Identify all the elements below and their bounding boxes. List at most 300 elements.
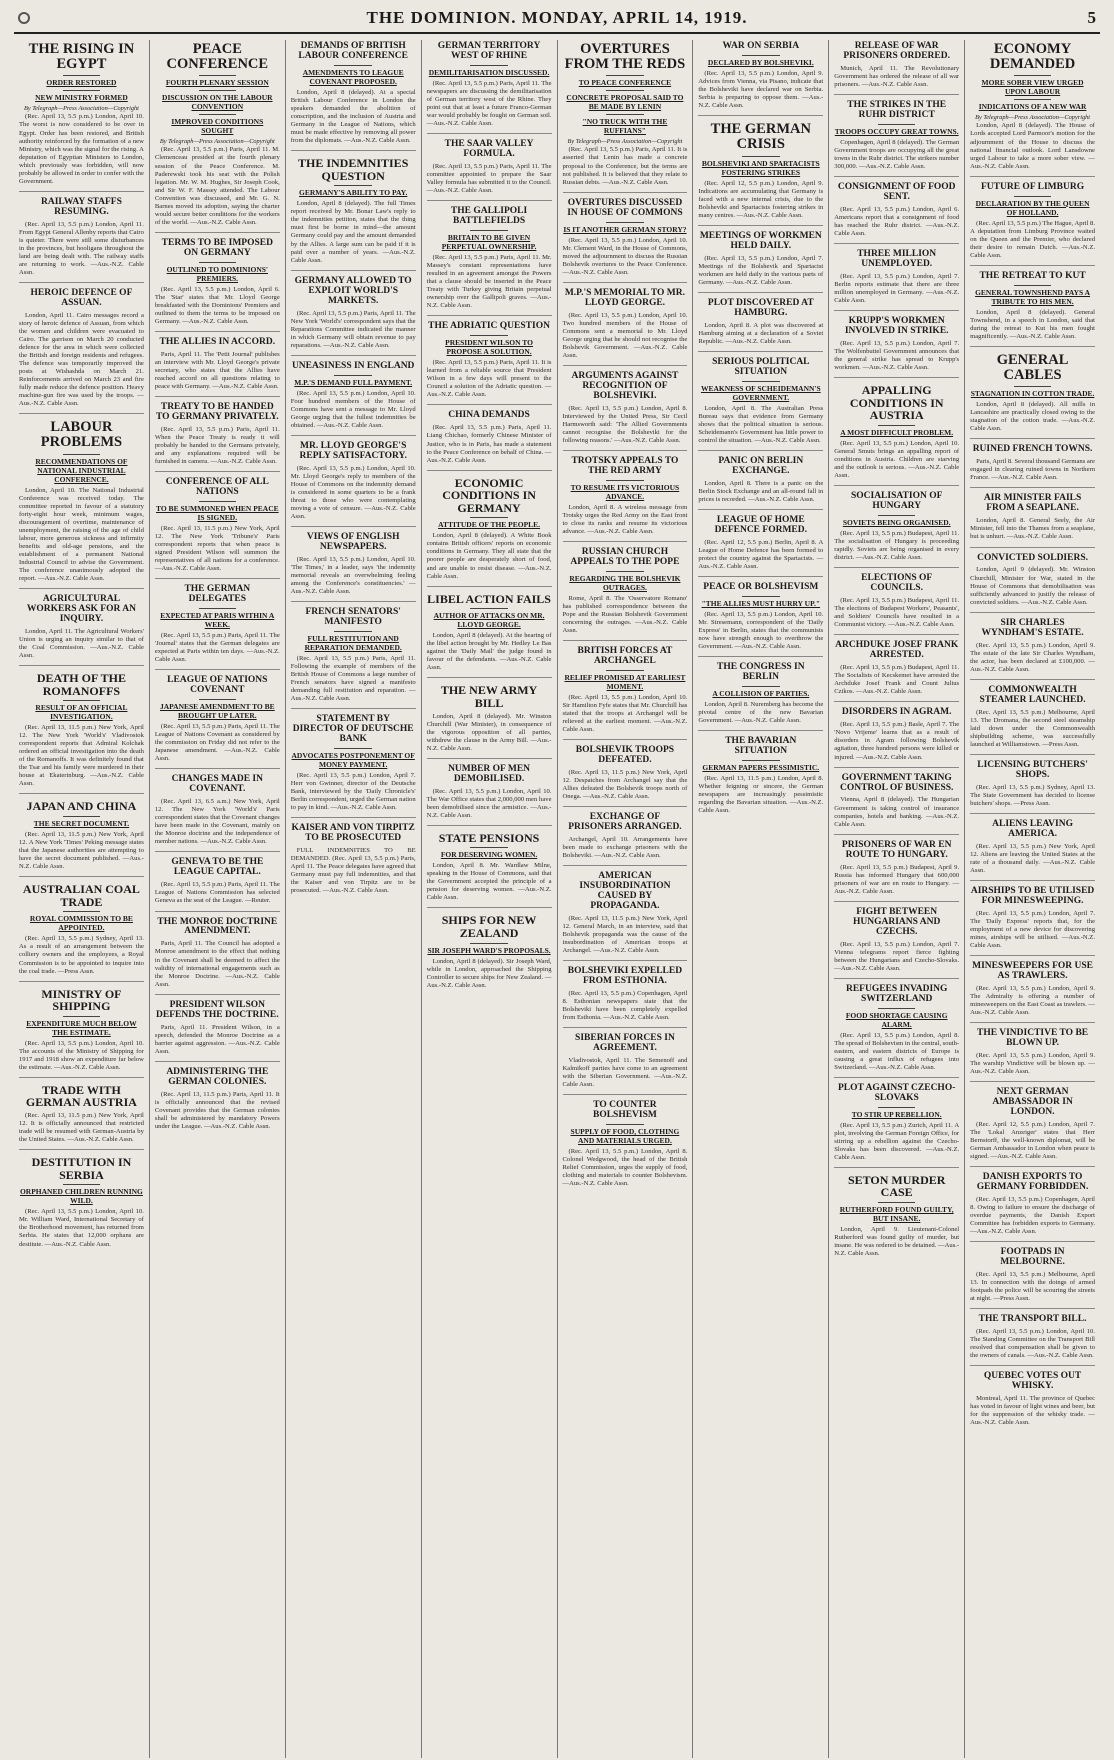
article-headline: AUSTRALIAN COAL TRADE <box>22 882 140 909</box>
news-article <box>970 346 1095 434</box>
article-deck: "NO TRUCK WITH THE RUFFIANS" <box>582 117 668 136</box>
news-article <box>970 547 1095 607</box>
news-article <box>563 960 688 1022</box>
article-deck: RECOMMENDATIONS OF NATIONAL INDUSTRIAL CONFERENCE. <box>35 456 128 484</box>
article-body: London, April 8. There is a panic on the Berlin Stock Exchange and an all-round fall in prices is recorded. —Aus.-N.Z. Cable Assn. <box>698 479 824 503</box>
article-deck: ADVOCATES POSTPONEMENT OF MONEY PAYMENT. <box>291 751 415 770</box>
news-article <box>834 901 959 973</box>
article-body: (Rec. April 13, 11.5 p.m.) Paris, April 11. It is officially announced that the revised Covenant provides that the German colonies shall be administered by mandatory Powers under the League. —Aus.-N.Z. Cable Assn. <box>154 1090 280 1130</box>
article-body: London, April 8. Nuremberg has become the pivotal centre of the new Bavarian Government. —Aus.-N.Z. Cable Assn. <box>698 701 824 725</box>
news-article <box>291 435 416 521</box>
article-headline: DISORDERS IN AGRAM. <box>841 707 952 718</box>
article-body: (Rec. April 13, 5.5 p.m.) London, April 7. Berlin reports estimate that there are three million unemployed in Germany. —Aus.-N.Z. Cable Assn. <box>834 273 960 305</box>
deck-rule <box>334 185 371 186</box>
deck-rule <box>742 760 779 761</box>
article-body: London, April 8 (delayed). All mills in Lancashire are practically closed owing to the stagnation of the cotton trade. —Aus.-N.Z. Cable Assn. <box>970 401 1095 433</box>
article-body: (Rec. April 13, 5.5 p.m.) Budapest, April 9. Russia has informed Hungary that 600,000 prisoners of war are en route to Hungary. —Aus.-N.Z. Cable Assn. <box>834 863 960 895</box>
article-body: (Rec. April 13, 5.5 p.m.) London, April 10. Two hundred members of the House of Commons sent a memorial to Mr. Lloyd George urging that he should not recognise the Bolshevik Government. —Aus.-N.Z. Cable Assn. <box>562 311 688 359</box>
article-body: Munich, April 11. The Revolutionary Government has ordered the release of all war prisoners. —Aus.-N.Z. Cable Assn. <box>834 64 960 88</box>
deck-rule <box>470 517 507 518</box>
article-deck: CONCRETE PROPOSAL SAID TO BE MADE BY LENIN <box>566 93 684 112</box>
masthead <box>14 6 1100 34</box>
masthead-title: THE DOMINION. MONDAY, APRIL 14, 1919. <box>366 8 748 27</box>
article-body: (Rec. April 13, 11.5 p.m.) London, April 8. Whether feigning or sincere, the German newspapers are increasingly pessimistic regarding the Bavarian situation. —Aus.-N.Z. Cable Assn. <box>698 775 824 815</box>
article-body: London, April 8. A wireless message from Trotsky urges the Red Army on the East front to close its ranks and resume its victorious advance. —Aus.-N.Z. Cable Assn. <box>562 503 688 535</box>
news-article <box>970 1308 1095 1360</box>
article-body: (Rec. April 13, 5.5 p.m.) Melbourne, April 13. In connection with the doings of armed footpads the police will be scouring the streets at night. —Press Assn. <box>970 1271 1095 1303</box>
deck-rule <box>63 1184 100 1185</box>
article-deck: RELIEF PROMISED AT EARLIEST MOMENT. <box>564 672 686 691</box>
article-headline: CONFERENCE OF ALL NATIONS <box>165 477 269 498</box>
article-body: (Rec. April 13, 5.5 p.m.) London, April 8. Colonel Wedgwood, the head of the British Relief Commission, urges the supply of food, clothing and materials to counter Bolshevism. —Aus.-N.Z. Cable Assn. <box>562 1148 688 1188</box>
article-body: (Rec. April 13, 5.5 p.m.) Paris, April 11. The League of Nations Commission has selected Geneva as the seat of the League. —Reuter. <box>154 881 280 905</box>
article-body: (Rec. April 13, 5.5 p.m.) Sydney, April 13. The State Government has decided to license butchers' shops. —Press Assn. <box>970 783 1095 807</box>
article-body: (Rec. April 13, 5.5 p.m.) Paris, April 11. Mr. Massey's constant representations have resulted in an agreement amongst the Powers that a clause should be inserted in the Peace Treaty with Turkey giving Britain perpetual ownership over the Gallipoli graves. —Aus.-N.Z. Cable Assn. <box>426 254 552 310</box>
article-headline: ECONOMY DEMANDED <box>989 41 1076 73</box>
article-deck: FOR DESERVING WOMEN. <box>440 850 538 860</box>
article-headline: KAISER AND VON TIRPITZ TO BE PROSECUTED <box>291 823 415 844</box>
article-body: (Rec. April 13, 5.5 p.m.) Sydney, April 13. As a result of an arrangement between the colliery owners and the employees, a Royal Commission is to be appointed to inquire into the coal trade. —Press Assn. <box>19 935 144 975</box>
deck-rule <box>878 515 915 516</box>
article-body: London, April 11. Cairo messages record a story of heroic defence of Assuan, from which the women and children were evacuated to Cairo. The garrison on March 20 conducted defence for the area in which were collected the British and foreign residents and refugees. The defence was temporarily improved the posts at Wishashda on March 21. Reinforcements arrived on March 23 and fire fully made reduce the defence position. Heavy machine-gun fire was used by the troops. —Aus.-N.Z. Cable Assn. <box>19 311 144 408</box>
article-body: (Rec. April 13, 5.5 p.m.) Budapest, April 11. The socialisation of Hungary is proceeding rapidly. Soviets are being organised in every district. —Aus.-N.Z. Cable Assn. <box>834 530 960 562</box>
news-article <box>698 509 823 571</box>
article-headline: GERMANY ALLOWED TO EXPLOIT WORLD'S MARKETS. <box>294 275 412 306</box>
deck-rule <box>334 375 371 376</box>
article-deck: SOVIETS BEING ORGANISED. <box>842 518 951 528</box>
news-article <box>970 487 1095 541</box>
article-body: Paris, April 8. Several thousand Germans are engaged in clearing ruined towns in Northern France. —Aus.-N.Z. Cable Assn. <box>970 458 1095 482</box>
news-column <box>422 40 558 1758</box>
article-deck: "THE ALLIES MUST HURRY UP." <box>701 598 821 608</box>
article-body: (Rec. April 13, 5.5 p.m.) Basle, April 7. The 'Novo Vrijeme' learns that as a result of disorders in Agram following Bolshevik agitation, three hundred persons were killed or injured. —Aus.-N.Z. Cable Assn. <box>834 721 960 761</box>
news-article <box>834 767 959 829</box>
article-headline: OVERTURES DISCUSSED IN HOUSE OF COMMONS <box>567 197 683 218</box>
news-article <box>427 200 552 310</box>
article-headline: BOLSHEVIK TROOPS DEFEATED. <box>575 745 675 766</box>
news-article <box>970 612 1095 674</box>
article-body: Montreal, April 11. The province of Quebec has voted in favour of light wines and beer, but for the suppression of the whisky trade. —Aus.-N.Z. Cable Assn. <box>970 1395 1095 1427</box>
article-deck: STAGNATION IN COTTON TRADE. <box>970 389 1095 399</box>
news-article <box>698 576 823 651</box>
news-article <box>19 876 144 975</box>
article-body: (Rec. April 13, 11.5 p.m.) New York, April 12. General March, in an interview, said that Bolshevik propaganda was the cause of the insubordination of American troops at Archangel. —Aus.-N.Z. Cable Assn. <box>562 915 688 955</box>
news-article <box>291 708 416 812</box>
article-deck: REGARDING THE BOLSHEVIK OUTRAGES. <box>569 573 681 592</box>
deck-rule <box>606 1124 643 1125</box>
article-deck: GENERAL TOWNSHEND PAYS A TRIBUTE TO HIS MEN. <box>975 287 1091 306</box>
deck-rule <box>63 454 100 455</box>
article-headline: NUMBER OF MEN DEMOBILISED. <box>448 763 531 784</box>
news-article <box>19 282 144 408</box>
article-deck: BRITAIN TO BE GIVEN PERPETUAL OWNERSHIP. <box>441 233 537 252</box>
news-article <box>427 133 552 195</box>
article-headline: THE ADRIATIC QUESTION <box>428 321 550 332</box>
article-body: (Rec. April 13, 5.5 p.m.) London, April 7. Herr von Gwinner, director of the Deutsche Bank, interviewed by the 'Daily Chronicle's' Berlin correspondent, urged the German nation to pay in kind. —Aus.-N.Z. Cable Assn. <box>290 772 416 812</box>
news-article <box>291 270 416 350</box>
news-article <box>19 981 144 1072</box>
news-article <box>563 640 688 734</box>
article-deck: THE SECRET DOCUMENT. <box>33 819 130 829</box>
article-deck: INDICATIONS OF A NEW WAR <box>978 102 1087 112</box>
article-headline: NEXT GERMAN AMBASSADOR IN LONDON. <box>992 1087 1073 1117</box>
news-article <box>970 42 1095 171</box>
deck-rule <box>63 816 100 817</box>
article-body: London, April 8 (delayed). General Townshend, in a speech in London, said that during the retreat to Kut his men fought magnificently. —Aus.-N.Z. Cable Assn. <box>970 308 1095 340</box>
news-article <box>970 1365 1095 1427</box>
article-headline: THE GERMAN CRISIS <box>710 121 811 153</box>
news-article <box>19 793 144 871</box>
article-headline: THREE MILLION UNEMPLOYED. <box>857 249 937 270</box>
article-headline: APPALLING CONDITIONS IN AUSTRIA <box>849 383 944 423</box>
news-article <box>427 825 552 903</box>
article-body: (Rec. April 13, 5.5 p.m.) London, April 10. Mr. William Ward, International Secretary of the Brotherhood movement, has returned from Serbia. He states that 12,000 orphans are destitute. —Aus.-N.Z. Cable Assn. <box>19 1208 144 1248</box>
article-deck: DECLARED BY BOLSHEVIKI. <box>707 57 814 67</box>
news-article <box>427 677 552 752</box>
article-body: (Rec. April 13, 11.5 p.m.) New York, April 12. It is officially announced that restricted trade will be resumed with German-Austria by the United States. —Aus.-N.Z. Cable Assn. <box>19 1112 144 1144</box>
news-article <box>970 754 1095 808</box>
column-grid <box>14 40 1100 1758</box>
article-headline: OVERTURES FROM THE REDS <box>564 41 686 73</box>
article-headline: PEACE OR BOLSHEVISM <box>703 582 819 592</box>
article-deck: DECLARATION BY THE QUEEN OF HOLLAND. <box>975 198 1090 217</box>
news-article <box>698 42 823 110</box>
news-article <box>834 485 959 562</box>
article-body: (Rec. April 13, 5.5 p.m.) London, April 9. The estate of the late Sir Charles Wyndham, the actor, has been declared at £100,000. —Aus.-N.Z. Cable Assn. <box>970 641 1095 673</box>
article-headline: THE RISING IN EGYPT <box>28 41 135 73</box>
deck-rule <box>878 1008 915 1009</box>
news-article <box>970 1166 1095 1236</box>
news-article <box>563 541 688 635</box>
news-article <box>970 1022 1095 1076</box>
article-body: (Rec. April 13, 5.5 p.m.) London, April 10. Mr. Lloyd George's reply to members of the House of Commons on the indemnity demand is considered in some quarters to be a frank threat to those who were contemplating moving a vote of censure. —Aus.-N.Z. Cable Assn. <box>290 464 416 520</box>
article-headline: ELECTIONS OF COUNCILS. <box>861 573 933 594</box>
deck-rule <box>199 114 236 115</box>
article-body: (Rec. April 13, 5.5 p.m.) London, April 10. Mr. Clement Ward, in the House of Commons, moved the adjournment to discuss the Russian Bolshevik overtures to the Peace Conference. —Aus.-N.Z. Cable Assn. <box>562 236 688 276</box>
news-article <box>427 42 552 128</box>
article-deck: ATTITUDE OF THE PEOPLE. <box>438 520 541 530</box>
article-body: London, April 8. A plot was discovered at Hamburg aiming at a declaration of a Soviet Republic. —Aus.-N.Z. Cable Assn. <box>698 321 824 345</box>
article-deck: EXPENDITURE MUCH BELOW THE ESTIMATE. <box>26 1018 137 1037</box>
article-headline: THE GERMAN DELEGATES <box>184 584 251 605</box>
news-article <box>155 578 280 664</box>
deck-rule <box>1014 386 1051 387</box>
article-body: London, April 8. General Seely, the Air Minister, fell into the Thames from a seaplane, but is unhurt. —Aus.-N.Z. Cable Assn. <box>970 517 1095 541</box>
article-headline: TO COUNTER BOLSHEVISM <box>592 1100 657 1121</box>
article-body: London, April 8 (delayed). At the hearing of the libel action brought by Mr. Hedley Le Bas against the 'Daily Mail' the judge found in favour of the defendants. —Aus.-N.Z. Cable Assn. <box>426 632 552 672</box>
article-deck: IS IT ANOTHER GERMAN STORY? <box>563 224 687 234</box>
news-article <box>427 404 552 464</box>
article-headline: CHANGES MADE IN COVENANT. <box>171 774 263 795</box>
news-article <box>563 739 688 801</box>
news-article <box>291 42 416 145</box>
article-headline: THE MONROE DOCTRINE AMENDMENT. <box>157 916 278 937</box>
news-article <box>427 315 552 399</box>
news-article <box>698 225 823 287</box>
article-body: (Rec. April 13, 5.5 p.m.) London, April 10. Four hundred members of the House of Commons have sent a message to Mr. Lloyd George urging that the fullest indemnities be obtained. —Aus.-N.Z. Cable Assn. <box>290 389 416 429</box>
deck-rule <box>470 65 507 66</box>
news-column <box>965 40 1100 1758</box>
article-headline: THE GALLIPOLI BATTLEFIELDS <box>450 206 528 227</box>
article-body: (Rec. April 13, 5.5 p.m.) London, April 11. From Egypt General Allenby reports that Cairo is quieter. There were still some disturbances in the provinces, but hooligans throughout the land are being dealt with. The railway staffs are returning to work. —Aus.-N.Z. Cable Assn. <box>19 220 144 276</box>
article-body: (Rec. April 13, 5.5 p.m.) Paris, April 11. When the Peace Treaty is ready it will probably be handed to the Germans privately, and any explanations required will be furnished in camera. —Aus.-N.Z. Cable Assn. <box>154 425 280 466</box>
news-article <box>155 911 280 989</box>
article-deck: M.P.'S DEMAND FULL PAYMENT. <box>294 377 413 387</box>
article-body: (Rec. April 13, 11.5 p.m.) New York, April 12. A New York 'Times' Peking message states that the Japanese authorities are attempting to have the secret document published. —Aus.-N.Z. Cable Assn. <box>19 831 144 871</box>
news-article <box>155 471 280 573</box>
article-headline: GENERAL CABLES <box>996 351 1069 384</box>
article-body: Paris, April 11. The Council has adopted a Monroe amendment to the effect that nothing in the Covenant shall be deemed to affect the validity of international engagements such as the Monroe Doctrine. —Aus.-N.Z. Cable Assn. <box>154 940 280 988</box>
news-article <box>155 768 280 846</box>
article-body: (Rec. April 13, 5.5 p.m.) London, April 7. Vienna telegrams report fierce fighting between the Hungarians and Czecho-Slovaks. —Aus.-N.Z. Cable Assn. <box>834 940 960 972</box>
article-body: (Rec. April 13, 5.5 p.m.) Paris, April 11. The newspapers are discussing the demilitarisation of German territory west of the Rhine. They point out that at least a future Franco-German war would probably be fought on German soil. —Aus.-N.Z. Cable Assn. <box>426 79 552 128</box>
article-headline: PEACE CONFERENCE <box>166 41 269 73</box>
news-article <box>155 396 280 466</box>
article-body: (Rec. April 12, 5.5 p.m.) Berlin, April 8. A League of Home Defence has been formed to protect the country against the Spartacists. —Aus.-N.Z. Cable Assn. <box>698 538 824 570</box>
article-headline: DESTITUTION IN SERBIA <box>31 1155 132 1182</box>
article-headline: LICENSING BUTCHERS' SHOPS. <box>977 759 1088 780</box>
article-headline: TRADE WITH GERMAN AUSTRIA <box>25 1082 137 1110</box>
deck-rule <box>63 911 100 912</box>
deck-rule <box>606 670 643 671</box>
deck-rule <box>742 55 779 56</box>
article-body: (Rec. April 13, 5.5 p.m.) Budapest, April 11. The Socialists of Kecskemet have arrested the Archduke Josef Frank and Count Julius Czikos. —Aus.-N.Z. Cable Assn. <box>834 664 960 696</box>
article-headline: THE NEW ARMY BILL <box>440 683 538 710</box>
news-article <box>291 601 416 703</box>
news-column <box>286 40 422 1758</box>
deck-rule <box>63 75 100 76</box>
article-headline: THE TRANSPORT BILL. <box>978 1314 1087 1325</box>
article-body: (Rec. April 13, 5.5 p.m.) London, April 10. The accounts of the Ministry of Shipping for 1917 and 1918 show an expenditure far below the estimate. —Aus.-N.Z. Cable Assn. <box>19 1039 144 1071</box>
article-headline: PRESIDENT WILSON DEFENDS THE DOCTRINE. <box>156 999 279 1020</box>
news-article <box>698 450 823 504</box>
news-article <box>834 94 959 171</box>
news-article <box>19 413 144 583</box>
news-article <box>563 42 688 187</box>
deck-rule <box>878 425 915 426</box>
deck-rule <box>878 1202 915 1203</box>
article-body: London, April 8 (delayed). At a special British Labour Conference in London the speakers demanded the abolition of conscription, and the inclusion of Austria and Germany in the League of Nations, which must be made effective by removing all power from the diplomats. —Aus.-N.Z. Cable Assn. <box>290 88 416 145</box>
article-deck: NEW MINISTRY FORMED <box>35 93 128 103</box>
article-body: (Rec. April 13, 5.5 p.m.) London, April 7. The 'Daily Express' reports that, for the employment of a new device for discovering mines, airships will be utilised. —Aus.-N.Z. Cable Assn. <box>970 909 1095 949</box>
news-article <box>970 813 1095 875</box>
deck-rule <box>1014 75 1051 76</box>
article-dateline: By Telegraph—Press Association—Copyright <box>159 138 275 146</box>
article-body: (Rec. April 13, 6.5 a.m.) New York, April 12. The New York 'World's' Paris correspondent states that the Covenant changes have been made in the Covenant, mainly on the Monroe doctrine and the independence of member nations. —Aus.-N.Z. Cable Assn. <box>154 798 280 846</box>
news-article <box>563 282 688 360</box>
article-body: Vladivostok, April 11. The Semenoff and Kalmikoff parties have come to an agreement with the Siberian Government. —Aus.-N.Z. Cable Assn. <box>562 1057 688 1089</box>
article-body: (Rec. April 13, 5.5 p.m.) Melbourne, April 13. The Dromana, the second steel steamship laid down under the Commonwealth shipbuilding scheme, was successfully launched at Williamstown. —Press Assn. <box>970 708 1095 748</box>
article-headline: VIEWS OF ENGLISH NEWSPAPERS. <box>306 531 400 552</box>
article-body: (Rec. April 13, 5.5 p.m.) London, April 10. The worst is now considered to be over in Egypt. Order has been restored, and British authority reinforced by the formation of a new Ministry, which was the signal for the rising. A deputation of Egyptian Ministers to London, which previously was forbidden, will now probably be allowed in order to confer with the Government. <box>19 113 144 185</box>
article-body: (Rec. April 13, 5.5 p.m.) London, April 7. The Wolfenbuttel Government announces that the general strike has spread to Krupp's workmen. —Aus.-N.Z. Cable Assn. <box>834 340 960 372</box>
news-article <box>834 634 959 696</box>
article-deck: FOURTH PLENARY SESSION <box>165 78 269 88</box>
article-body: FULL INDEMNITIES TO BE DEMANDED. (Rec. April 13, 5.5 p.m.) Paris, April 11. The Peace delegates have agreed that Germany must pay full indemnities, and that the Kaiser and von Tirpitz are to be prosecuted. —Aus.-N.Z. Cable Assn. <box>290 847 416 895</box>
article-headline: TROTSKY APPEALS TO THE RED ARMY <box>571 455 679 476</box>
article-headline: AIR MINISTER FAILS FROM A SEAPLANE. <box>983 493 1082 514</box>
news-article <box>155 1061 280 1131</box>
article-headline: DANISH EXPORTS TO GERMANY FORBIDDEN. <box>976 1172 1089 1193</box>
article-deck: SUPPLY OF FOOD, CLOTHING AND MATERIALS URGED. <box>570 1127 680 1146</box>
article-headline: EXCHANGE OF PRISONERS ARRANGED. <box>568 812 682 833</box>
article-body: (Rec. April 13, 5.5 p.m.) London, April 6. Americans report that a consignment of food has reached the Ruhr district. —Aus.-N.Z. Cable Assn. <box>834 206 960 238</box>
article-headline: SETON MURDER CASE <box>847 1172 946 1200</box>
article-body: (Rec. April 13, 5.5 p.m.) London, April 10. Sir Hamilton Fyfe states that Mr. Churchill has stated that the troops at Archangel will be relieved at the earliest moment. —Aus.-N.Z. Cable Assn. <box>562 693 688 734</box>
article-headline: HEROIC DEFENCE OF ASSUAN. <box>30 287 133 308</box>
news-article <box>834 243 959 305</box>
article-deck: MORE SOBER VIEW URGED UPON LABOUR <box>981 78 1084 97</box>
deck-rule <box>470 608 507 609</box>
article-body: Copenhagen, April 8 (delayed). The German Government troops are occupying all the great towns in the Ruhr district. The strikers number 300,000. —Aus.-N.Z. Cable Assn. <box>834 138 960 171</box>
article-deck: TO PEACE CONFERENCE <box>578 78 672 88</box>
article-headline: FOOTPADS IN MELBOURNE. <box>1000 1247 1065 1268</box>
article-body: (Rec. April 13, 5.5 p.m.) Copenhagen, April 8. Esthonian newspapers state that the Bolsheviki have been completely expelled from Esthonia. —Aus.-N.Z. Cable Assn. <box>562 990 688 1022</box>
deck-rule <box>606 480 643 481</box>
news-article <box>427 470 552 581</box>
article-dateline: By Telegraph—Press Association—Copyright <box>567 138 683 146</box>
article-headline: BRITISH FORCES AT ARCHANGEL <box>577 646 673 666</box>
news-article <box>19 42 144 186</box>
article-headline: TERMS TO BE IMPOSED ON GERMANY <box>161 237 273 258</box>
article-headline: ARGUMENTS AGAINST RECOGNITION OF BOLSHEVIKI. <box>571 370 679 401</box>
article-deck: WEAKNESS OF SCHEIDEMANN'S GOVERNMENT. <box>700 383 821 402</box>
article-headline: JAPAN AND CHINA <box>26 799 137 814</box>
article-deck: DEMILITARISATION DISCUSSED. <box>428 67 550 77</box>
article-headline: THE CONGRESS IN BERLIN <box>716 662 805 683</box>
article-headline: LEAGUE OF NATIONS COVENANT <box>167 675 268 696</box>
article-deck: ROYAL COMMISSION TO BE APPOINTED. <box>29 914 133 933</box>
news-article <box>155 42 280 227</box>
deck-rule <box>1014 285 1051 286</box>
deck-rule <box>606 90 643 91</box>
article-headline: GERMAN TERRITORY WEST OF RHINE <box>437 41 541 61</box>
article-body: (Rec. April 13, 5.5 p.m.) Paris, April 11. M. Clemenceau presided at the fourth plenary session of the Peace Conference. M. Paderewski took his seat with the Polish legation. Mr. W. M. Hughes, Sir Joseph Cook, and Sir W. F. Massey attended. The Labour Convention was discussed, and Mr. G. N. Barnes moved its adoption, saying the charter would secure better conditions for the workers of the world. —Aus.-N.Z. Cable Assn. <box>154 146 280 226</box>
article-deck: ORDER RESTORED <box>46 78 117 88</box>
article-body: (Rec. April 13, 5.5 p.m.) London, April 10. The Standing Committee on the Transport Bill resolved that compensation shall be given to the owners of canals. —Aus.-N.Z. Cable Assn. <box>970 1328 1095 1360</box>
news-article <box>698 656 823 725</box>
article-body: (Rec. April 13, 5.5 p.m.) New York, April 12. Aliens are leaving the United States at the rate of a thousand daily. —Aus.-N.Z. Cable Assn. <box>970 842 1095 874</box>
deck-rule <box>199 75 236 76</box>
article-headline: RUSSIAN CHURCH APPEALS TO THE POPE <box>570 546 680 567</box>
news-article <box>834 567 959 629</box>
article-headline: PLOT AGAINST CZECHO-SLOVAKS <box>838 1082 956 1103</box>
deck-rule <box>606 222 643 223</box>
news-article <box>427 586 552 673</box>
news-article <box>698 351 823 445</box>
article-headline: DEATH OF THE ROMANOFFS <box>36 671 126 698</box>
news-article <box>698 730 823 815</box>
article-body: (Rec. April 13, 5.5 p.m.) London, April 9. The Admiralty is offering a number of minesweepers on the East Coast as trawlers. —Aus.-N.Z. Cable Assn. <box>970 984 1096 1016</box>
article-dateline: By Telegraph—Press Association—Copyright <box>24 105 139 113</box>
article-headline: THE VINDICTIVE TO BE BLOWN UP. <box>976 1028 1089 1048</box>
news-article <box>563 806 688 860</box>
news-article <box>291 817 416 895</box>
deck-rule <box>334 65 371 66</box>
news-article <box>563 365 688 445</box>
article-headline: KRUPP'S WORKMEN INVOLVED IN STRIKE. <box>844 316 949 337</box>
news-article <box>155 851 280 905</box>
deck-rule <box>742 381 779 382</box>
article-body: Paris, April 11. President Wilson, in a speech, defended the Monroe Doctrine as a barrier against aggression. —Aus.-N.Z. Cable Assn. <box>154 1023 280 1055</box>
news-article <box>834 377 959 480</box>
article-body: (Rec. April 13, 5.5 p.m.) Paris, April 11. Following the example of members of the British House of Commons a large number of French senators have signed a manifesto demanding full restitution and reparation. —Aus.-N.Z. Cable Assn. <box>290 654 416 703</box>
news-article <box>291 150 416 264</box>
news-article <box>19 1077 144 1144</box>
article-headline: CONVICTED SOLDIERS. <box>977 552 1088 563</box>
article-body: Paris, April 11. The 'Petit Journal' publishes an interview with Mr. Lloyd George's private secretary, who states that the Allies have reached accord on all questions relating to peace with Germany. —Aus.-N.Z. Cable Assn. <box>154 350 280 390</box>
article-headline: AMERICAN INSUBORDINATION CAUSED BY PROPAGANDA. <box>579 871 671 912</box>
article-body: (Rec. April 13, 11.5 p.m.) New York, April 12. Despatches from Archangel say that the Allies defeated the Bolshevik troops north of Onega. —Aus.-N.Z. Cable Assn. <box>562 769 688 801</box>
article-headline: RUINED FRENCH TOWNS. <box>972 444 1093 455</box>
article-body: (Rec. April 13, 5.5 p.m.) London, April 8. Interviewed by the United Press, Sir Cecil Harmsworth said: 'The Allied Governments cannot recognise the Bolsheviki for the following reasons.' —Aus.-N.Z. Cable Assn. <box>562 404 688 444</box>
article-deck: SIR JOSEPH WARD'S PROPOSALS. <box>427 945 551 955</box>
article-body: (Rec. April 13, 5.5 p.m.) Zurich, April 11. A plot, involving the German Foreign Office, for stirring up a rebellion against the Czecho-Slovaks has been discovered. —Aus.-N.Z. Cable Assn. <box>834 1121 960 1161</box>
article-headline: FUTURE OF LIMBURG <box>981 181 1085 192</box>
news-column <box>829 40 965 1758</box>
news-column <box>693 40 829 1758</box>
news-article <box>155 669 280 763</box>
article-headline: LABOUR PROBLEMS <box>40 419 123 451</box>
deck-rule <box>878 124 915 125</box>
article-body: London, April 10. The National Industrial Conference was received today. The committee reported in favour of a statutory forty-eight hour week, minimum wages, discouragement of overtime, maintenance of unemployment, the raising of the age of child labour, more generous sickness and infirmity benefits and old-age pensions, and the establishment of a permanent National Industrial Council to advise the Government. The conference unanimously adopted the report. —Aus.-N.Z. Cable Assn. <box>19 486 144 582</box>
article-headline: DEMANDS OF BRITISH LABOUR CONFERENCE <box>298 41 408 61</box>
article-body: London, April 8 (delayed). A White Book contains British officers' reports on economic conditions in Germany. They all state that the poorer people are desperately short of food, and are unable to resist disease. —Aus.-N.Z. Cable Assn. <box>426 532 552 580</box>
article-headline: GENEVA TO BE THE LEAGUE CAPITAL. <box>171 857 264 878</box>
article-body: London, April 9. Lieutenant-Colonel Rutherford was found guilty of murder, but insane. He was ordered to be detained. —Aus.-N.Z. Cable Assn. <box>834 1226 960 1258</box>
news-article <box>834 310 959 372</box>
article-body: (Rec. April 13, 5.5 p.m.) London, April 10. The War Office states that 2,000,000 men have been demobilised since the armistice. —Aus.-N.Z. Cable Assn. <box>426 787 552 819</box>
deck-rule <box>470 943 507 944</box>
article-headline: M.P.'S MEMORIAL TO MR. LLOYD GEORGE. <box>564 287 686 308</box>
news-article <box>19 1149 144 1248</box>
deck-rule <box>334 631 371 632</box>
news-article <box>698 292 823 346</box>
article-headline: SHIPS FOR NEW ZEALAND <box>441 913 537 941</box>
deck-rule <box>878 1107 915 1108</box>
article-body: (Rec. April 13, 5.5 p.m.) Copenhagen, April 8. Owing to failure to ensure the discharge of overdue payments, the Danish Export Committee has forbidden exports to Germany. —Aus.-N.Z. Cable Assn. <box>970 1196 1095 1236</box>
article-headline: MINISTRY OF SHIPPING <box>41 986 122 1014</box>
article-headline: CONSIGNMENT OF FOOD SENT. <box>837 182 956 203</box>
deck-rule <box>606 114 643 115</box>
article-deck: FOOD SHORTAGE CAUSING ALARM. <box>845 1010 948 1029</box>
news-article <box>427 907 552 989</box>
news-article <box>291 526 416 596</box>
article-headline: SIR CHARLES WYNDHAM'S ESTATE. <box>981 617 1084 638</box>
article-body: London, April 9 (delayed). Mr. Winston Churchill, Minister for War, stated in the House of Commons that demobilisation was sufficiently advanced to justify the release of convicted soldiers. —Aus.-N.Z. Cable Assn. <box>970 566 1095 606</box>
article-deck: AMENDMENTS TO LEAGUE COVENANT PROPOSED. <box>302 67 404 86</box>
news-article <box>19 588 144 660</box>
article-headline: AGRICULTURAL WORKERS ASK FOR AN INQUIRY. <box>26 594 136 624</box>
article-body: London, April 8 (delayed). Sir Joseph Ward, while in London, approached the Shipping Controller to secure ships for New Zealand. —Aus.-N.Z. Cable Assn. <box>426 957 552 989</box>
article-headline: ADMINISTERING THE GERMAN COLONIES. <box>166 1066 269 1087</box>
article-body: (Rec. April 13, 5.5 p.m.) Budapest, April 11. The elections of Budapest Workers', Peasants', and Soldiers' Councils have resulted in a Communist victory. —Aus.-N.Z. Cable Assn. <box>834 597 960 629</box>
news-article <box>155 232 280 326</box>
article-headline: COMMONWEALTH STEAMER LAUNCHED. <box>979 684 1086 705</box>
article-headline: SIBERIAN FORCES IN AGREEMENT. <box>575 1033 675 1054</box>
article-deck: EXPECTED AT PARIS WITHIN A WEEK. <box>160 611 275 630</box>
news-column <box>14 40 150 1758</box>
article-headline: THE RETREAT TO KUT <box>979 270 1086 281</box>
article-body: London, April 8 (delayed). The full Times report received by Mr. Bonar Law's reply to the indemnities petition, states that the thing must first be borne in mind—the amount Germany could pay and the amount demanded by the Allies. A large sum can be paid if it is paid over a number of years. —Aus.-N.Z. Cable Assn. <box>290 200 416 264</box>
article-headline: SERIOUS POLITICAL SITUATION <box>712 356 810 377</box>
article-dateline: By Telegraph—Press Association—Copyright <box>975 114 1090 122</box>
article-headline: LEAGUE OF HOME DEFENCE FORMED. <box>714 514 807 535</box>
article-headline: PANIC ON BERLIN EXCHANGE. <box>718 455 804 476</box>
deck-rule <box>63 90 100 91</box>
news-article <box>834 834 959 896</box>
deck-rule <box>742 596 779 597</box>
